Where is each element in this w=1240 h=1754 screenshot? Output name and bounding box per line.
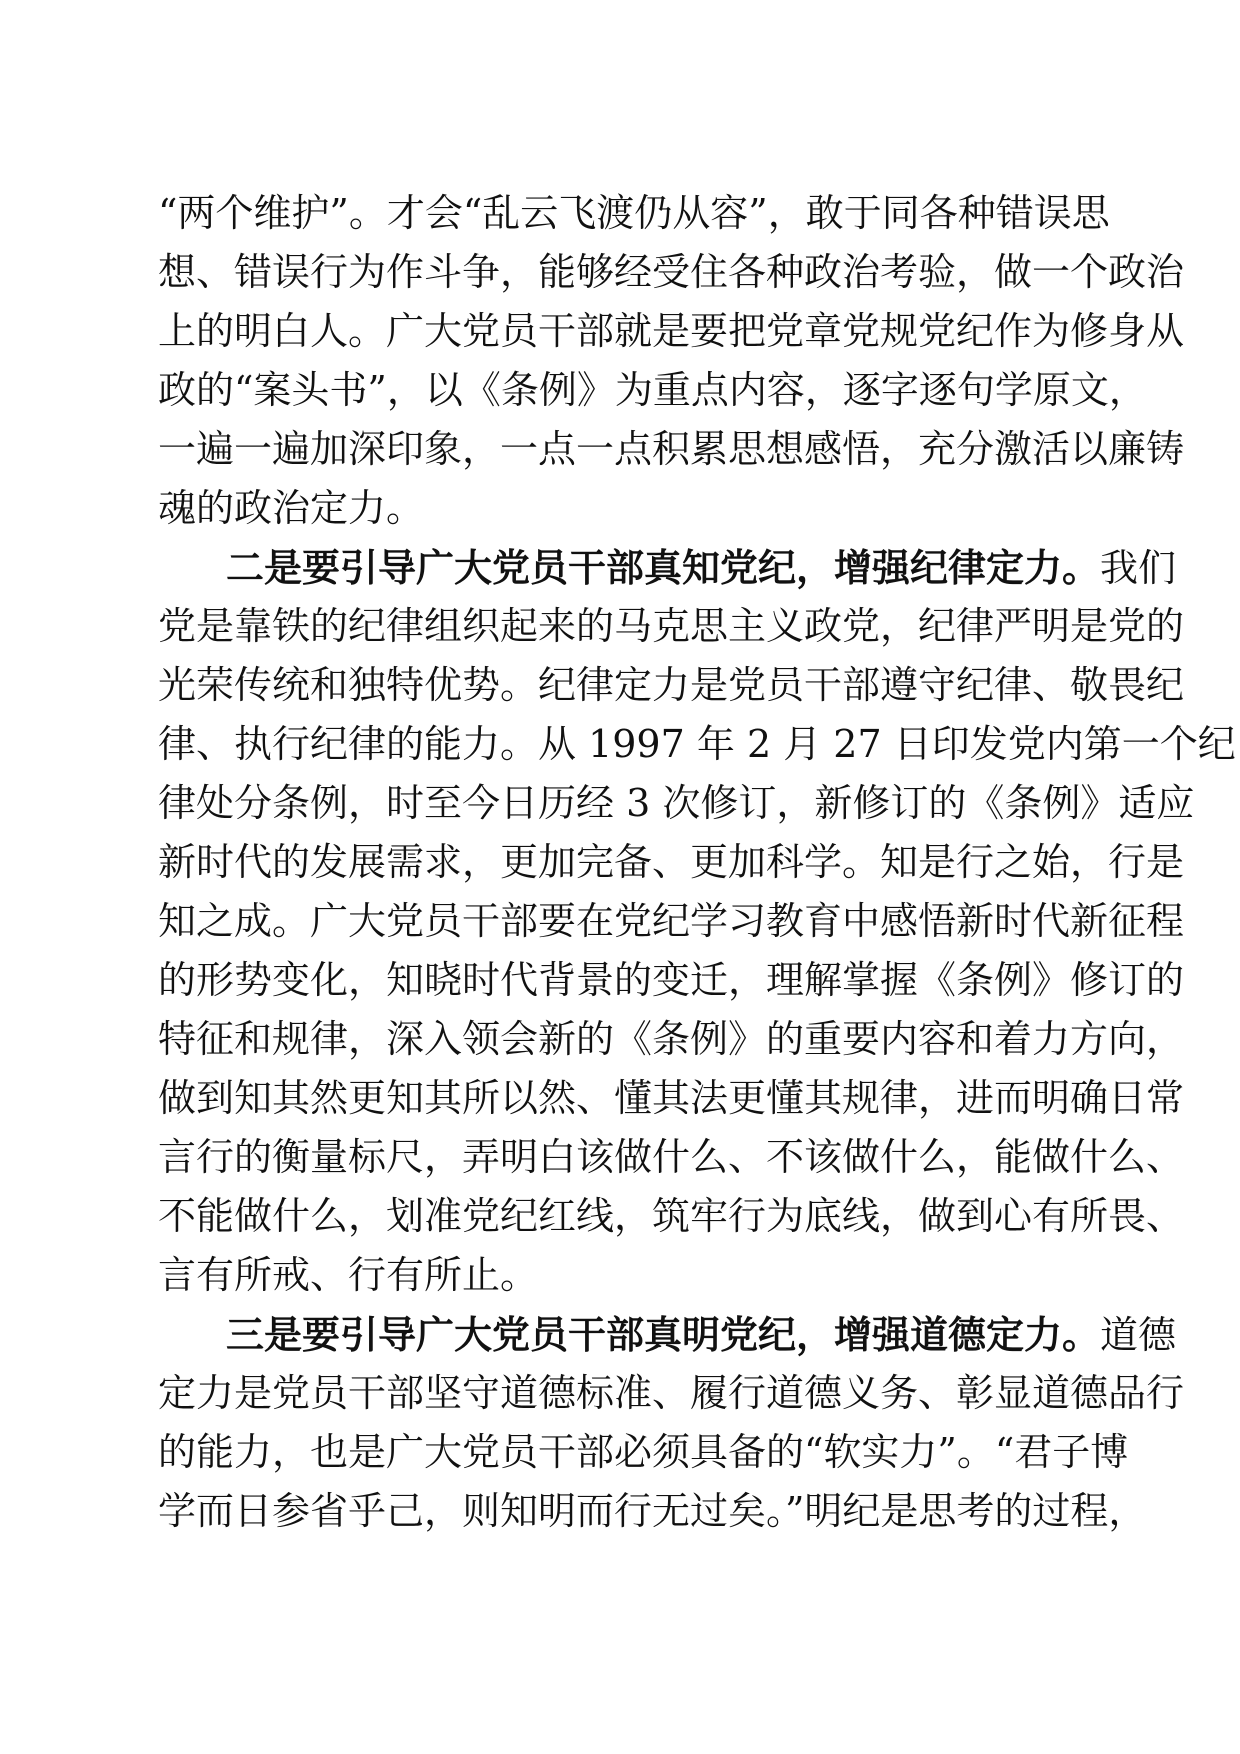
text-line: 想、错误行为作斗争，能够经受住各种政治考验，做一个政治 — [158, 250, 1185, 294]
text-line: 党是靠铁的纪律组织起来的马克思主义政党，纪律严明是党的 — [158, 604, 1185, 648]
text-line: 一遍一遍加深印象，一点一点积累思想感悟，充分激活以廉铸 — [158, 427, 1185, 471]
text-line: 特征和规律，深入领会新的《条例》的重要内容和着力方向， — [158, 1017, 1185, 1061]
text-line — [158, 1305, 1177, 1364]
text-line: 定力是党员干部坚守道德标准、履行道德义务、彰显道德品行 — [158, 1371, 1185, 1415]
text-line — [158, 538, 1177, 597]
text-line: 言行的衡量标尺，弄明白该做什么、不该做什么，能做什么、 — [158, 1135, 1185, 1179]
text-line: 新时代的发展需求，更加完备、更加科学。知是行之始，行是 — [158, 840, 1185, 884]
text-line: 的形势变化，知晓时代背景的变迁，理解掌握《条例》修订的 — [158, 958, 1185, 1002]
text-line: 言有所戒、行有所止。 — [158, 1253, 539, 1297]
text-line: 魂的政治定力。 — [158, 486, 425, 530]
paragraph-heading: 三是要引导广大党员干部真明党纪，增强道德定力。 — [226, 1312, 1101, 1357]
document-body — [158, 184, 1236, 1541]
text-line: 不能做什么，划准党纪红线，筑牢行为底线，做到心有所畏、 — [158, 1194, 1185, 1238]
text-run: 道德 — [1100, 1313, 1177, 1357]
text-run: 我们 — [1100, 546, 1177, 590]
paragraph — [158, 538, 1236, 1305]
text-line: 光荣传统和独特优势。纪律定力是党员干部遵守纪律、敬畏纪 — [158, 663, 1185, 707]
paragraph — [158, 1305, 1185, 1541]
text-line: “两个维护”。才会“乱云飞渡仍从容”，敢于同各种错误思 — [158, 191, 1110, 235]
paragraph — [158, 184, 1185, 538]
text-line: 政的“案头书”，以《条例》为重点内容，逐字逐句学原文， — [158, 368, 1147, 412]
text-line: 学而日参省乎己，则知明而行无过矣。”明纪是思考的过程， — [158, 1489, 1147, 1533]
text-line: 的能力，也是广大党员干部必须具备的“软实力”。“君子博 — [158, 1430, 1129, 1474]
text-line: 知之成。广大党员干部要在党纪学习教育中感悟新时代新征程 — [158, 899, 1185, 943]
text-line: 律处分条例，时至今日历经 3 次修订，新修订的《条例》适应 — [158, 781, 1195, 825]
text-line: 律、执行纪律的能力。从 1997 年 2 月 27 日印发党内第一个纪 — [158, 722, 1236, 766]
paragraph-heading: 二是要引导广大党员干部真知党纪，增强纪律定力。 — [226, 545, 1101, 590]
text-line: 做到知其然更知其所以然、懂其法更懂其规律，进而明确日常 — [158, 1076, 1185, 1120]
text-line: 上的明白人。广大党员干部就是要把党章党规党纪作为修身从 — [158, 309, 1185, 353]
